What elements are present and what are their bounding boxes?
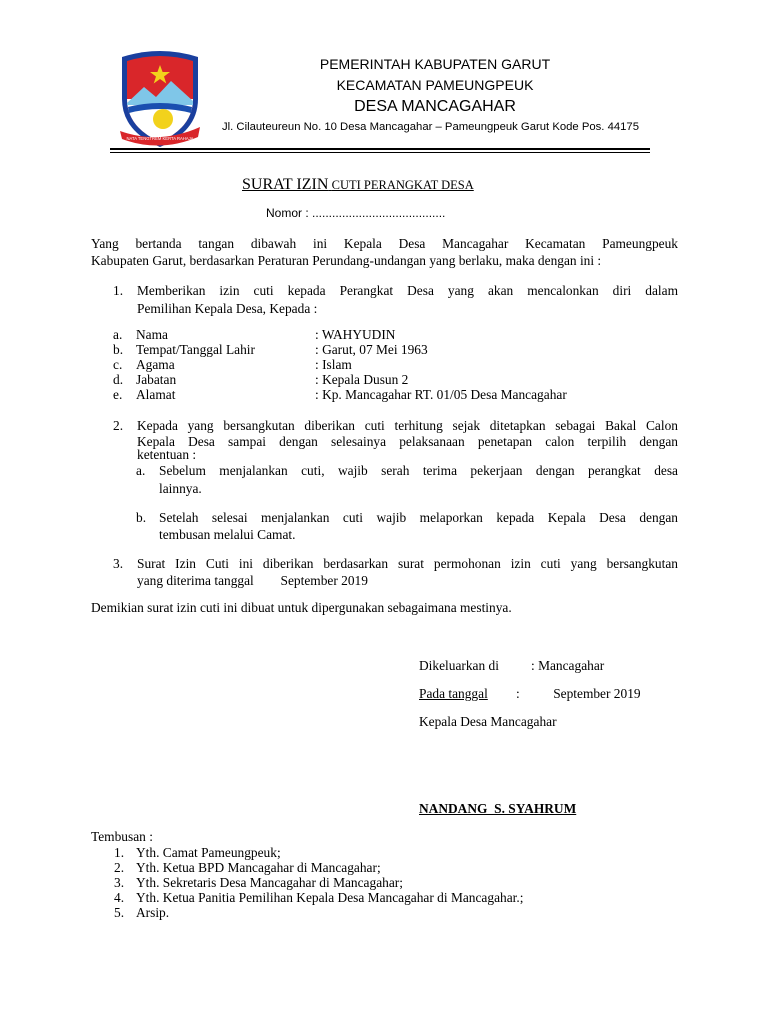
cc-item: Yth. Ketua Panitia Pemilihan Kepala Desa Mancagahar di Mancagahar.; (136, 890, 524, 905)
detail-letter: c. (113, 357, 123, 372)
letterhead-rule-thin (110, 152, 650, 153)
signer-name: NANDANG S. SYAHRUM (419, 801, 577, 816)
detail-label: Jabatan (136, 372, 177, 387)
cc-number: 4. (114, 890, 125, 905)
cc-item: Yth. Sekretaris Desa Mancagahar di Mancagahar; (136, 875, 403, 890)
item-3-line-2: yang diterima tanggal September 2019 (137, 573, 368, 588)
item-2-line-1: Kepada yang bersangkutan diberikan cuti terhitung sejak ditetapkan sebagai Bakal Calon (137, 418, 678, 433)
detail-value: : WAHYUDIN (315, 327, 396, 342)
detail-letter: b. (113, 342, 124, 357)
detail-letter: e. (113, 387, 123, 402)
detail-label: Alamat (136, 387, 176, 402)
cc-item: Arsip. (136, 905, 170, 920)
letterhead-rule-thick (110, 148, 650, 150)
cc-item: Yth. Camat Pameungpeuk; (136, 845, 281, 860)
detail-label: Tempat/Tanggal Lahir (136, 342, 255, 357)
header-government: PEMERINTAH KABUPATEN GARUT (319, 56, 551, 72)
cc-item: Yth. Ketua BPD Mancagahar di Mancagahar; (136, 860, 381, 875)
item-2-number: 2. (113, 418, 124, 433)
cc-number: 3. (114, 875, 125, 890)
item-2b-line-1: Setelah selesai menjalankan cuti wajib melaporkan kepada Kepala Desa dengan (159, 510, 678, 525)
issued-date-row (419, 686, 655, 702)
issued-date-label: Pada tanggal (419, 686, 488, 701)
detail-label: Agama (136, 357, 175, 372)
item-2a-line-1: Sebelum menjalankan cuti, wajib serah terima pekerjaan dengan perangkat desa (159, 463, 678, 478)
intro-line-1: Yang bertanda tangan dibawah ini Kepala Desa Mancagahar Kecamatan Pameungpeuk (91, 236, 678, 251)
issued-date-value: : September 2019 (516, 686, 641, 701)
cc-number: 1. (114, 845, 125, 860)
title-main: SURAT IZIN (242, 176, 329, 193)
header-village: DESA MANCAGAHAR (354, 98, 516, 115)
header-district: KECAMATAN PAMEUNGPEUK (336, 77, 534, 93)
item-3-number: 3. (113, 556, 124, 571)
header-address: Jl. Cilauteureun No. 10 Desa Mancagahar – Pameungpeuk Garut Kode Pos. 44175 (222, 121, 639, 133)
item-1-line-2: Pemilihan Kepala Desa, Kepada : (137, 301, 318, 316)
detail-value: : Kepala Dusun 2 (315, 372, 409, 387)
detail-value: : Kp. Mancagahar RT. 01/05 Desa Mancagahar (315, 387, 567, 402)
logo-motto: NATA TENGTREM KERTA RAHAJA (126, 136, 194, 141)
issued-at-value: : Mancagahar (531, 658, 605, 673)
title-sub: CUTI PERANGKAT DESA (331, 178, 474, 192)
detail-letter: d. (113, 372, 124, 387)
cc-number: 5. (114, 905, 125, 920)
item-1-number: 1. (113, 283, 124, 298)
cc-number: 2. (114, 860, 125, 875)
closing-statement: Demikian surat izin cuti ini dibuat untuk dipergunakan sebagaimana mestinya. (91, 600, 512, 615)
village-logo (116, 47, 204, 151)
detail-label: Nama (136, 327, 168, 342)
detail-letter: a. (113, 327, 123, 342)
cc-heading: Tembusan : (91, 829, 153, 844)
signer-position: Kepala Desa Mancagahar (419, 714, 557, 729)
item-2b-letter: b. (136, 510, 147, 525)
item-2a-line-2: lainnya. (159, 481, 202, 496)
item-2a-letter: a. (136, 463, 146, 478)
letter-number: Nomor : ........................................ (266, 206, 446, 220)
item-2-line-2: Kepala Desa sampai dengan selesainya pelaksanaan penetapan calon terpilih dengan (137, 434, 678, 449)
issued-at-label: Dikeluarkan di (419, 658, 499, 673)
item-1-line-1: Memberikan izin cuti kepada Perangkat Desa yang akan mencalonkan diri dalam (137, 283, 678, 298)
item-2b-line-2: tembusan melalui Camat. (159, 527, 296, 542)
intro-line-2: Kabupaten Garut, berdasarkan Peraturan Perundang-undangan yang berlaku, maka dengan ini : (91, 253, 602, 268)
detail-value: : Garut, 07 Mei 1963 (315, 342, 428, 357)
item-3-line-1: Surat Izin Cuti ini diberikan berdasarkan surat permohonan izin cuti yang bersangkutan (137, 556, 678, 571)
detail-value: : Islam (315, 357, 352, 372)
item-2-line-3: ketentuan : (137, 447, 197, 462)
letter-title (242, 176, 474, 194)
